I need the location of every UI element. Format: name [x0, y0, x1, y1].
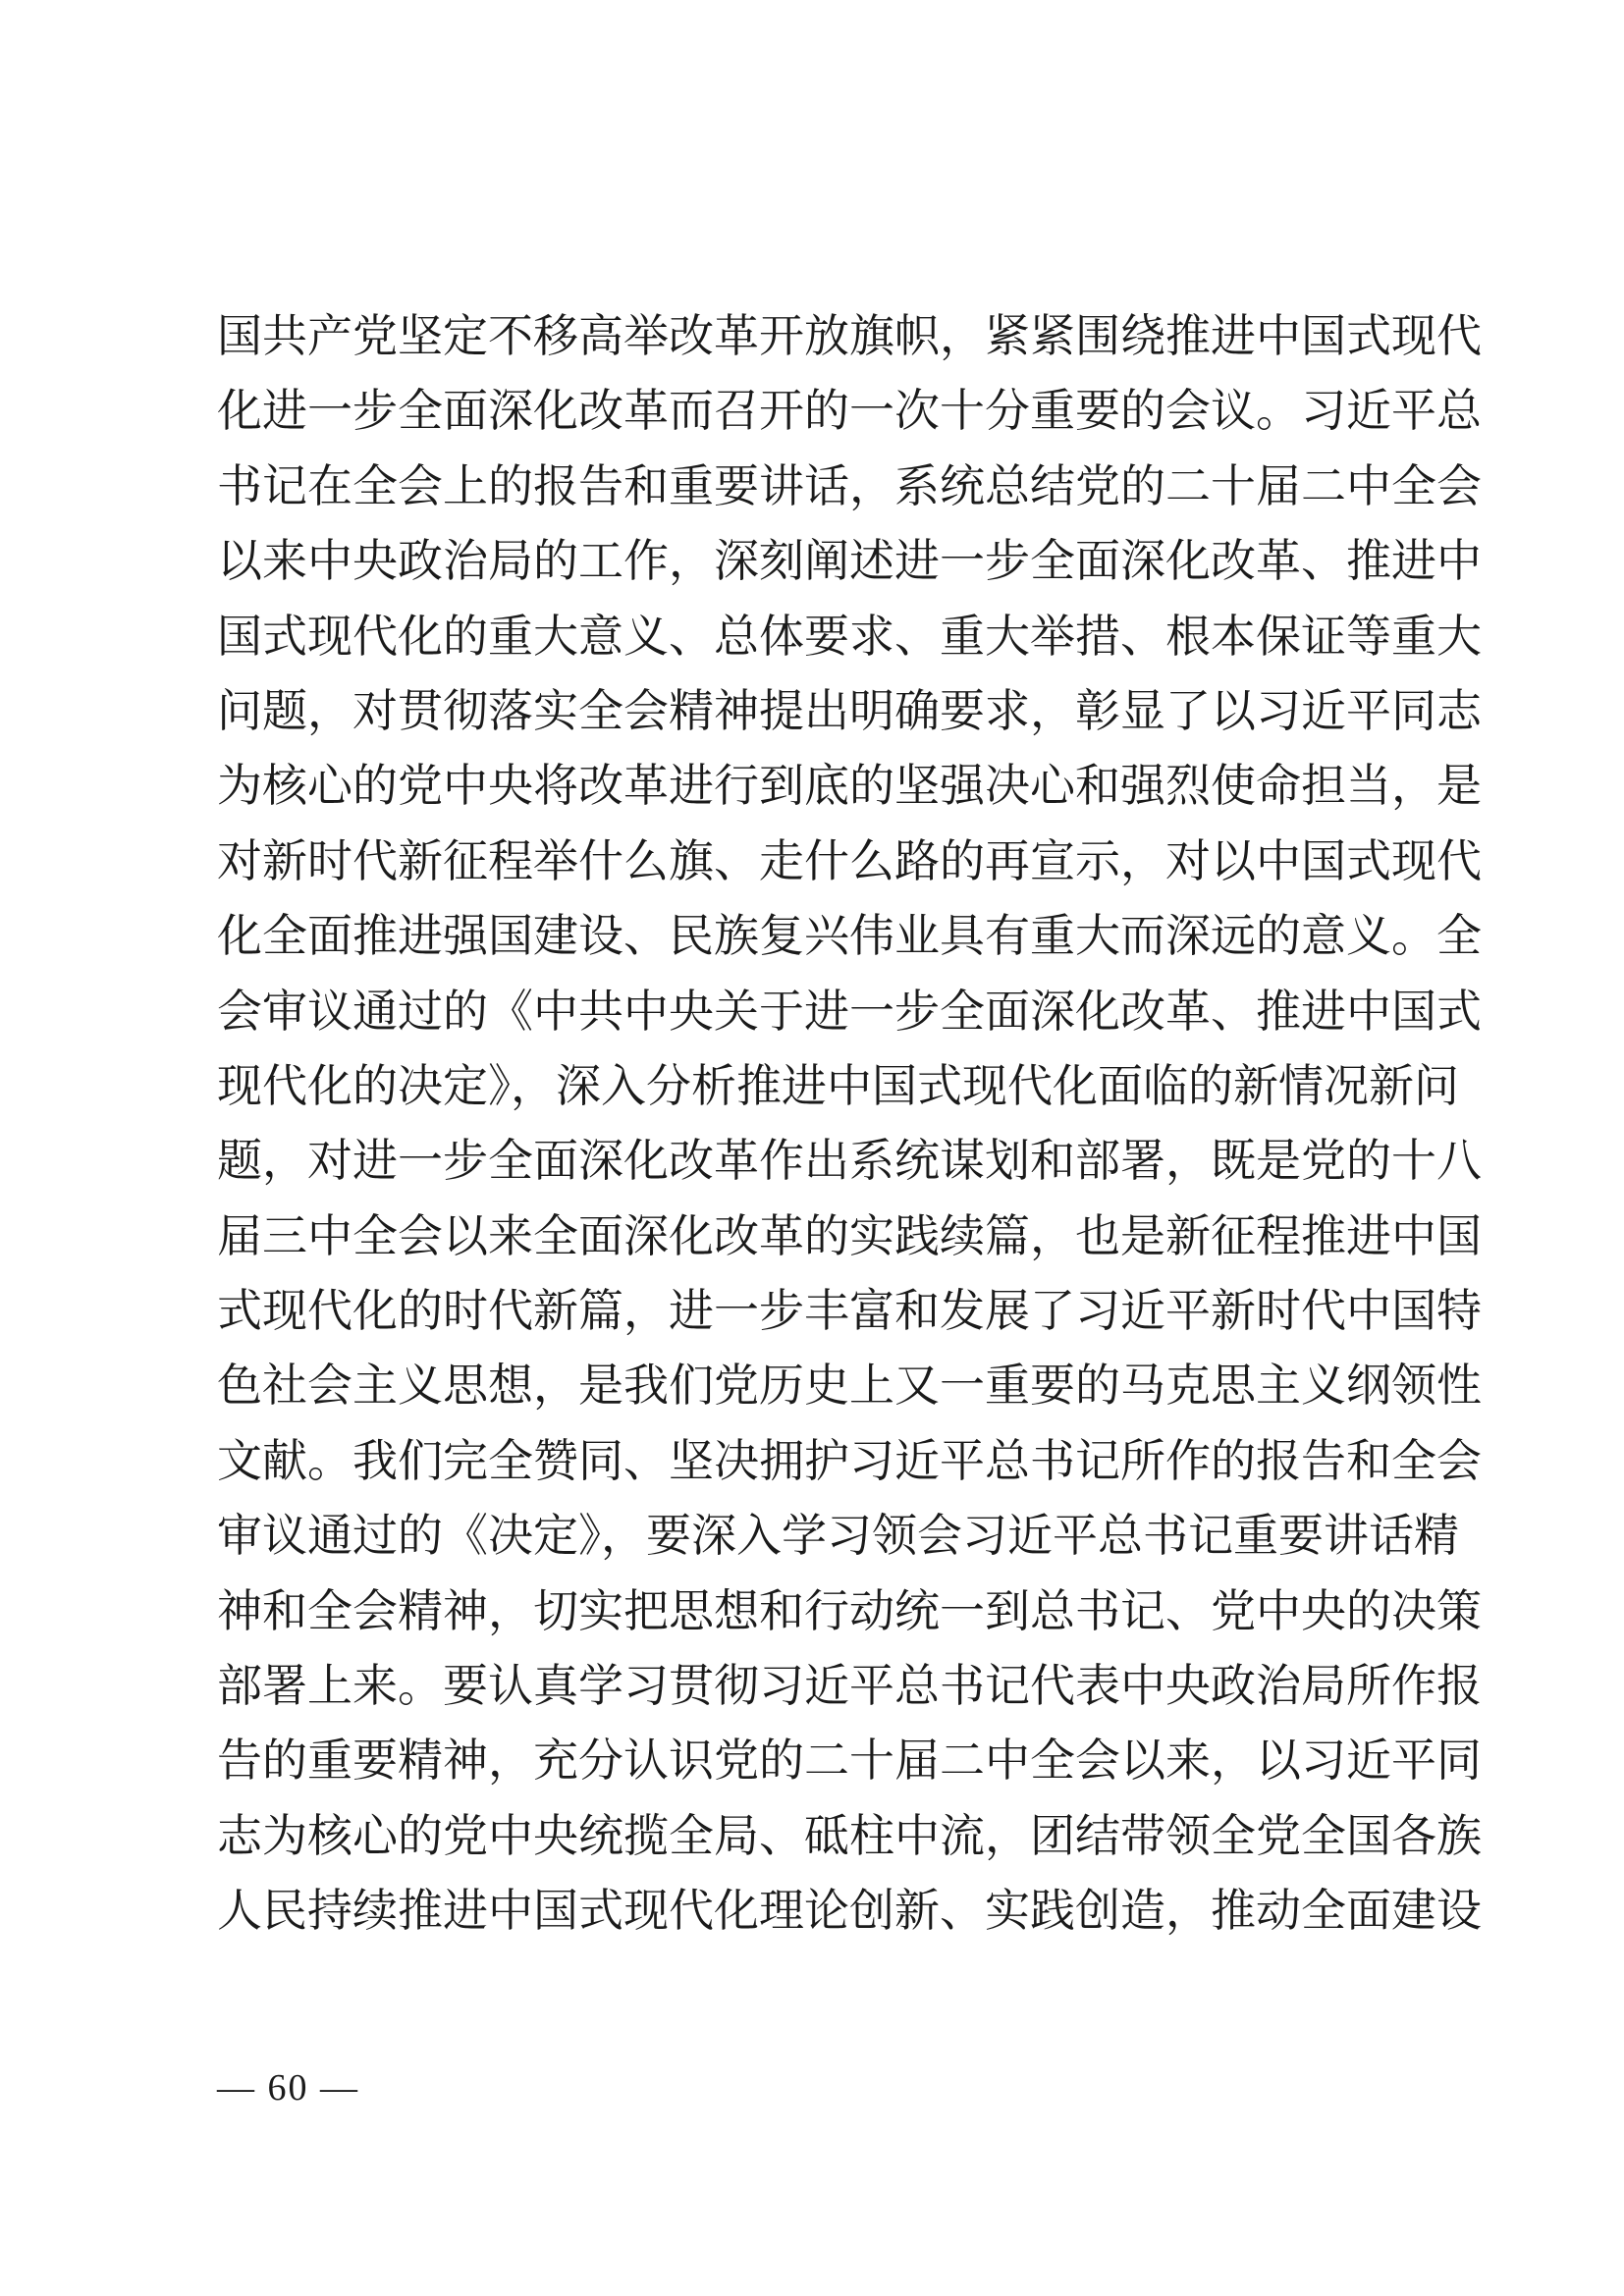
text-line: 色社会主义思想，是我们党历史上又一重要的马克思主义纲领性	[217, 1359, 1482, 1413]
text-line: 部署上来。要认真学习贯彻习近平总书记代表中央政治局所作报	[217, 1659, 1482, 1713]
text-line: 会审议通过的《中共中央关于进一步全面深化改革、推进中国式	[217, 984, 1482, 1038]
text-line: 题，对进一步全面深化改革作出系统谋划和部署，既是党的十八	[217, 1134, 1482, 1188]
body-paragraph	[217, 298, 1482, 1949]
text-line: 国式现代化的重大意义、总体要求、重大举措、根本保证等重大	[217, 609, 1482, 663]
text-line: 告的重要精神，充分认识党的二十届二中全会以来，以习近平同	[217, 1734, 1482, 1788]
text-line: 为核心的党中央将改革进行到底的坚强决心和强烈使命担当，是	[217, 759, 1482, 813]
text-line: 化进一步全面深化改革而召开的一次十分重要的会议。习近平总	[217, 384, 1482, 438]
text-line: 届三中全会以来全面深化改革的实践续篇，也是新征程推进中国	[217, 1208, 1482, 1262]
text-line: 神和全会精神，切实把思想和行动统一到总书记、党中央的决策	[217, 1583, 1482, 1637]
text-line: 化全面推进强国建设、民族复兴伟业具有重大而深远的意义。全	[217, 909, 1482, 963]
text-line: 现代化的决定》，深入分析推进中国式现代化面临的新情况新问	[217, 1058, 1459, 1112]
text-line: 文献。我们完全赞同、坚决拥护习近平总书记所作的报告和全会	[217, 1433, 1482, 1487]
text-line: 对新时代新征程举什么旗、走什么路的再宣示，对以中国式现代	[217, 833, 1482, 887]
text-line: 式现代化的时代新篇，进一步丰富和发展了习近平新时代中国特	[217, 1284, 1482, 1338]
text-line: 人民持续推进中国式现代化理论创新、实践创造，推动全面建设	[217, 1884, 1482, 1938]
text-line: 审议通过的《决定》，要深入学习领会习近平总书记重要讲话精	[217, 1509, 1459, 1563]
text-line: 国共产党坚定不移高举改革开放旗帜，紧紧围绕推进中国式现代	[217, 309, 1482, 362]
text-line: 书记在全会上的报告和重要讲话，系统总结党的二十届二中全会	[217, 458, 1482, 512]
text-line: 问题，对贯彻落实全会精神提出明确要求，彰显了以习近平同志	[217, 683, 1482, 737]
text-line: 以来中央政治局的工作，深刻阐述进一步全面深化改革、推进中	[217, 534, 1482, 588]
text-line: 志为核心的党中央统揽全局、砥柱中流，团结带领全党全国各族	[217, 1808, 1482, 1862]
page-number: — 60 —	[217, 2067, 359, 2109]
